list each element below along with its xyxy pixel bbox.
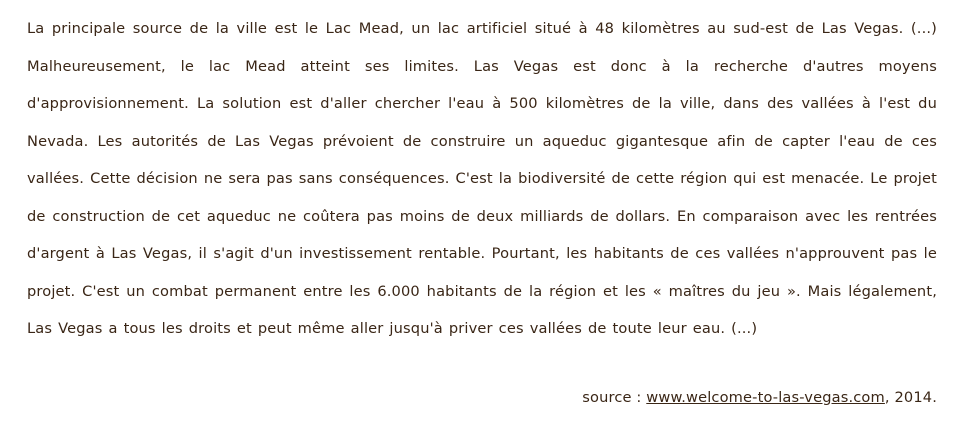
document-body xyxy=(27,10,937,408)
source-citation xyxy=(27,388,937,408)
source-suffix: , 2014. xyxy=(884,388,937,406)
article-paragraph: La principale source de la ville est le Lac Mead, un lac artificiel situé à 48 kilomètres au sud-est de Las Vegas. (...) Malheureusement, le lac Mead atteint ses limites. Las Vegas est donc à la recherche d'autres moyens d'approvisionnement. La solution est d'aller chercher l'eau à 500 kilomètres de la ville, dans des vallées à l'est du Nevada. Les autorités de Las Vegas prévoient de construire un aqueduc gigantesque afin de capter l'eau de ces vallées. Cette décision ne sera pas sans conséquences. C'est la biodiversité de cette région qui est menacée. Le projet de construction de cet aqueduc ne coûtera pas moins de deux milliards de dollars. En comparaison avec les rentrées d'argent à Las Vegas, il s'agit d'un investissement rentable. Pourtant, les habitants de ces vallées n'approuvent pas le projet. C'est un combat permanent entre les 6.000 habitants de la région et les « maîtres du jeu ». Mais légalement, Las Vegas a tous les droits et peut même aller jusqu'à priver ces vallées de toute leur eau. (...) xyxy=(27,20,937,337)
source-prefix: source : xyxy=(582,388,647,406)
source-link[interactable]: www.welcome-to-las-vegas.com xyxy=(646,388,885,406)
